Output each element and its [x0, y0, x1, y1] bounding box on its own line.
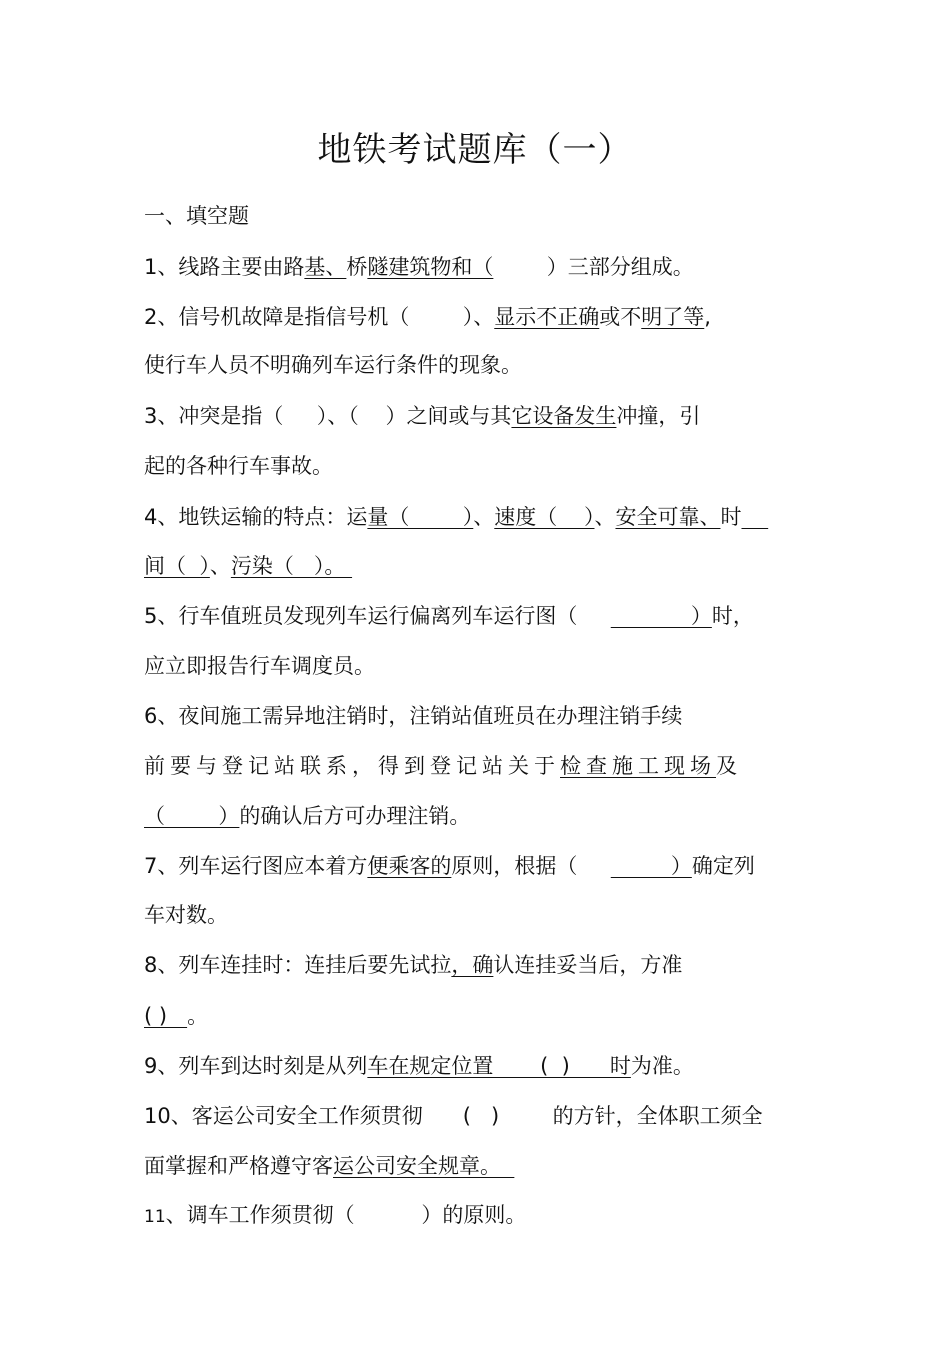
q3-text: 3、冲突是指（ ）、（ ）之间或与其 [144, 404, 512, 428]
q6-underline: （ ） [144, 804, 240, 828]
q1-underline: 隧建筑物和（ [367, 255, 494, 279]
q2-text: 或不 [599, 305, 642, 329]
q7-underline: 便乘客的 [367, 854, 452, 878]
q4-underline [741, 505, 768, 529]
question-1 [144, 252, 694, 282]
q11-number: 11 [144, 1207, 166, 1227]
question-3-line-2: 起的各种行车事故。 [144, 454, 333, 478]
q8-text: 认连挂妥当后，方准 [493, 953, 683, 977]
q8-underline: ，确 [451, 953, 494, 977]
q8-underline: ( ) [144, 1004, 188, 1028]
question-6: 6、夜间施工需异地注销时，注销站值班员在办理注销手续 [144, 704, 683, 728]
q4-underline: 速度（ ） [494, 505, 595, 529]
q7-text: 原则，根据（ [451, 854, 611, 878]
q2-text: , [704, 305, 711, 329]
q7-underline: ） [610, 854, 692, 878]
q10-underline: 运公司安全规章。 [333, 1154, 515, 1178]
question-10: 10、客运公司安全工作须贯彻 ( ) 的方针，全体职工须全 [144, 1104, 763, 1128]
q6-text: 前要与登记站联系，得到登记站关于 [144, 754, 560, 778]
q2-underline: 显示不正确 [494, 305, 600, 329]
q5-text: 5、行车值班员发现列车运行偏离列车运行图（ [144, 604, 611, 628]
question-2-line-2: 使行车人员不明确列车运行条件的现象。 [144, 353, 522, 377]
q2-underline: 明了等 [641, 305, 705, 329]
q1-underline: 基、 [304, 255, 347, 279]
q5-underline: ） [610, 604, 712, 628]
question-7 [144, 851, 755, 881]
q3-underline: 它设备发生 [511, 404, 617, 428]
q4-text: 、 [594, 505, 616, 529]
q9-underline: 车在规定位置 ( ) 时 [367, 1054, 631, 1078]
section-heading: 一、填空题 [144, 204, 249, 228]
question-4-line-2 [144, 551, 352, 581]
question-8 [144, 950, 682, 980]
question-5-line-2: 应立即报告行车调度员。 [144, 654, 375, 678]
question-10-line-2 [144, 1151, 514, 1181]
q4-underline: 间（ ） [144, 554, 210, 578]
question-6-line-3 [144, 801, 470, 831]
question-4 [144, 502, 768, 532]
document-title: 地铁考试题库（一） [317, 130, 633, 170]
question-6-line-2 [144, 751, 742, 781]
q4-text: 、 [209, 554, 231, 578]
q4-underline: 安全可靠、 [615, 505, 721, 529]
q7-text: 7、列车运行图应本着方 [144, 854, 368, 878]
q4-underline: 污染（ ）。 [230, 554, 353, 578]
q4-text: 、 [473, 505, 495, 529]
q11-text: 、调车工作须贯彻（ ）的原则。 [165, 1203, 527, 1227]
q5-text: 时， [711, 604, 754, 628]
q6-text: 的确认后方可办理注销。 [239, 804, 471, 828]
q4-underline: 量（ ） [367, 505, 474, 529]
question-11 [144, 1200, 526, 1232]
q1-text: ）三部分组成。 [493, 255, 694, 279]
question-3 [144, 401, 700, 431]
q1-text: 桥 [346, 255, 368, 279]
q4-text: 4、地铁运输的特点：运 [144, 505, 368, 529]
q8-text: 。 [187, 1004, 209, 1028]
q6-text: 及 [716, 754, 742, 778]
question-5 [144, 601, 754, 631]
question-7-line-2: 车对数。 [144, 903, 228, 927]
q7-text: 确定列 [691, 854, 755, 878]
q9-text: 为准。 [630, 1054, 694, 1078]
question-8-line-2 [144, 1001, 208, 1031]
question-2 [144, 302, 711, 332]
q6-underline: 检查施工现场 [560, 754, 716, 778]
q2-text: 2、信号机故障是指信号机（ ）、 [144, 305, 495, 329]
q4-text: 时 [720, 505, 742, 529]
question-9 [144, 1051, 694, 1081]
q1-text: 1、线路主要由路 [144, 255, 305, 279]
q3-text: 冲撞，引 [616, 404, 701, 428]
q9-text: 9、列车到达时刻是从列 [144, 1054, 368, 1078]
q10-text: 面掌握和严格遵守客 [144, 1154, 333, 1178]
q8-text: 8、列车连挂时：连挂后要先试拉 [144, 953, 452, 977]
